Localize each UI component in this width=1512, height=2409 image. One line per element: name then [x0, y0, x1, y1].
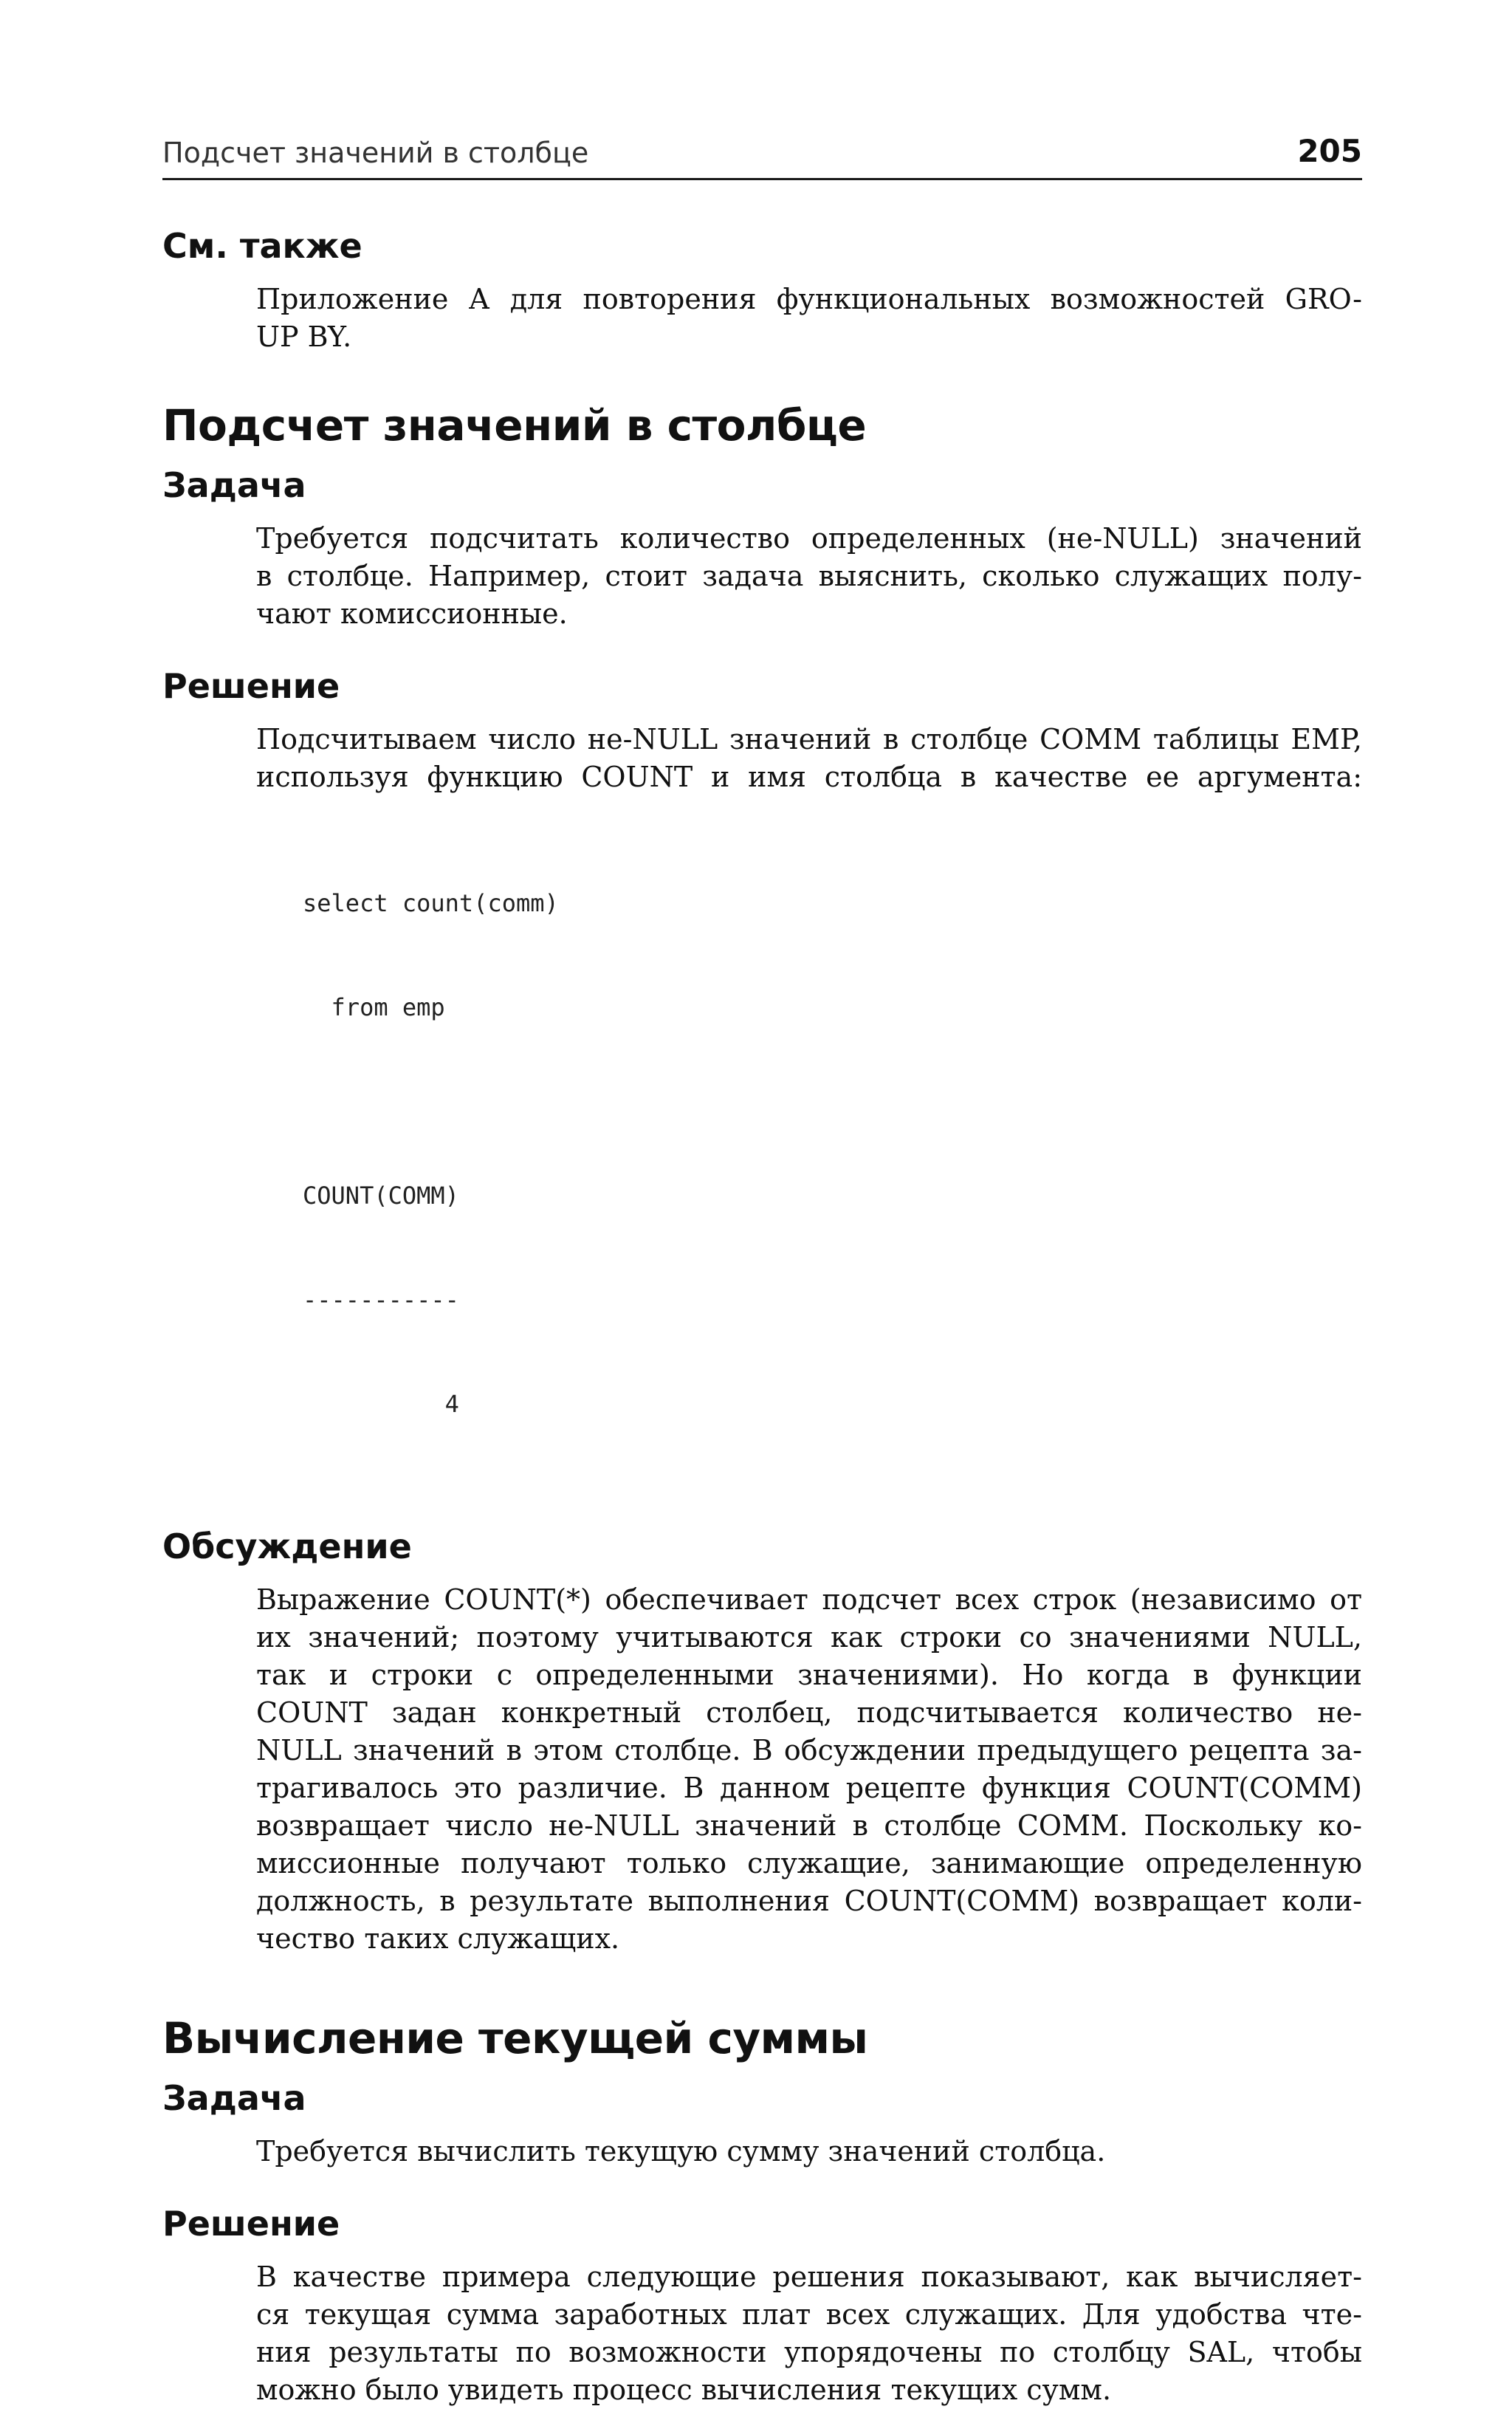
text-line: можно было увидеть процесс вычисления текущих сумм.	[256, 2374, 1112, 2406]
text-line: трагивалось это различие. В данном рецепте функция COUNT(COMM)	[256, 1772, 1362, 1804]
text-line: должность, в результате выполнения COUNT(COMM) возвращает коли-	[256, 1885, 1362, 1917]
text-line: Приложение А для повторения функциональных возможностей GRO-	[256, 283, 1362, 315]
sql-code-listing	[303, 817, 1362, 1094]
task-heading: Задача	[162, 2078, 306, 2118]
text-line: NULL значений в этом столбце. В обсуждении предыдущего рецепта за-	[256, 1734, 1362, 1767]
sql-output-listing	[303, 1109, 1362, 1491]
running-title: Подсчет значений в столбце	[162, 137, 589, 169]
task-heading: Задача	[162, 465, 306, 505]
section-title-running-total: Вычисление текущей суммы	[162, 2013, 868, 2063]
text-line: ния результаты по возможности упорядочены по столбцу SAL, чтобы	[256, 2336, 1362, 2368]
text-line: в столбце. Например, стоит задача выяснить, сколько служащих полу-	[256, 560, 1362, 592]
task-paragraph	[256, 520, 1362, 633]
text-line: чество таких служащих.	[256, 1922, 620, 1955]
output-line: -----------	[303, 1286, 459, 1314]
solution-heading: Решение	[162, 666, 340, 706]
solution-paragraph	[256, 721, 1362, 796]
text-line: возвращает число не-NULL значений в столбце COMM. Поскольку ко-	[256, 1809, 1362, 1842]
text-line: ся текущая сумма заработных плат всех служащих. Для удобства чте-	[256, 2298, 1362, 2331]
text-line: Выражение COUNT(*) обеспечивает подсчет всех строк (независимо от	[256, 1583, 1362, 1616]
output-line: COUNT(COMM)	[303, 1182, 459, 1210]
task-paragraph	[256, 2133, 1362, 2170]
code-line: select count(comm)	[303, 889, 559, 917]
output-line: 4	[303, 1390, 459, 1418]
see-also-heading: См. также	[162, 226, 362, 266]
running-header	[162, 133, 1362, 180]
discussion-paragraph	[256, 1581, 1362, 1958]
text-line: Подсчитываем число не-NULL значений в столбце COMM таблицы EMP,	[256, 723, 1362, 755]
text-line: В качестве примера следующие решения показывают, как вычисляет-	[256, 2261, 1362, 2293]
page-number: 205	[1297, 133, 1362, 169]
text-line: Требуется вычислить текущую сумму значений столбца.	[256, 2135, 1106, 2168]
section-title-count: Подсчет значений в столбце	[162, 400, 867, 450]
solution-heading: Решение	[162, 2204, 340, 2244]
code-line: from emp	[303, 993, 445, 1021]
text-line: так и строки с определенными значениями). Но когда в функции	[256, 1659, 1362, 1691]
text-line: миссионные получают только служащие, занимающие определенную	[256, 1847, 1362, 1879]
text-line: чают комиссионные.	[256, 597, 568, 630]
text-line: Требуется подсчитать количество определенных (не-NULL) значений	[256, 522, 1362, 555]
text-line: их значений; поэтому учитываются как строки со значениями NULL,	[256, 1621, 1362, 1654]
see-also-paragraph	[256, 281, 1362, 356]
text-line: используя функцию COUNT и имя столбца в качестве ее аргумента:	[256, 761, 1362, 793]
text-line: COUNT задан конкретный столбец, подсчитывается количество не-	[256, 1696, 1362, 1729]
text-line: UP BY.	[256, 321, 352, 353]
solution-paragraph	[256, 2258, 1362, 2409]
discussion-heading: Обсуждение	[162, 1526, 412, 1566]
book-page	[162, 133, 1362, 2409]
